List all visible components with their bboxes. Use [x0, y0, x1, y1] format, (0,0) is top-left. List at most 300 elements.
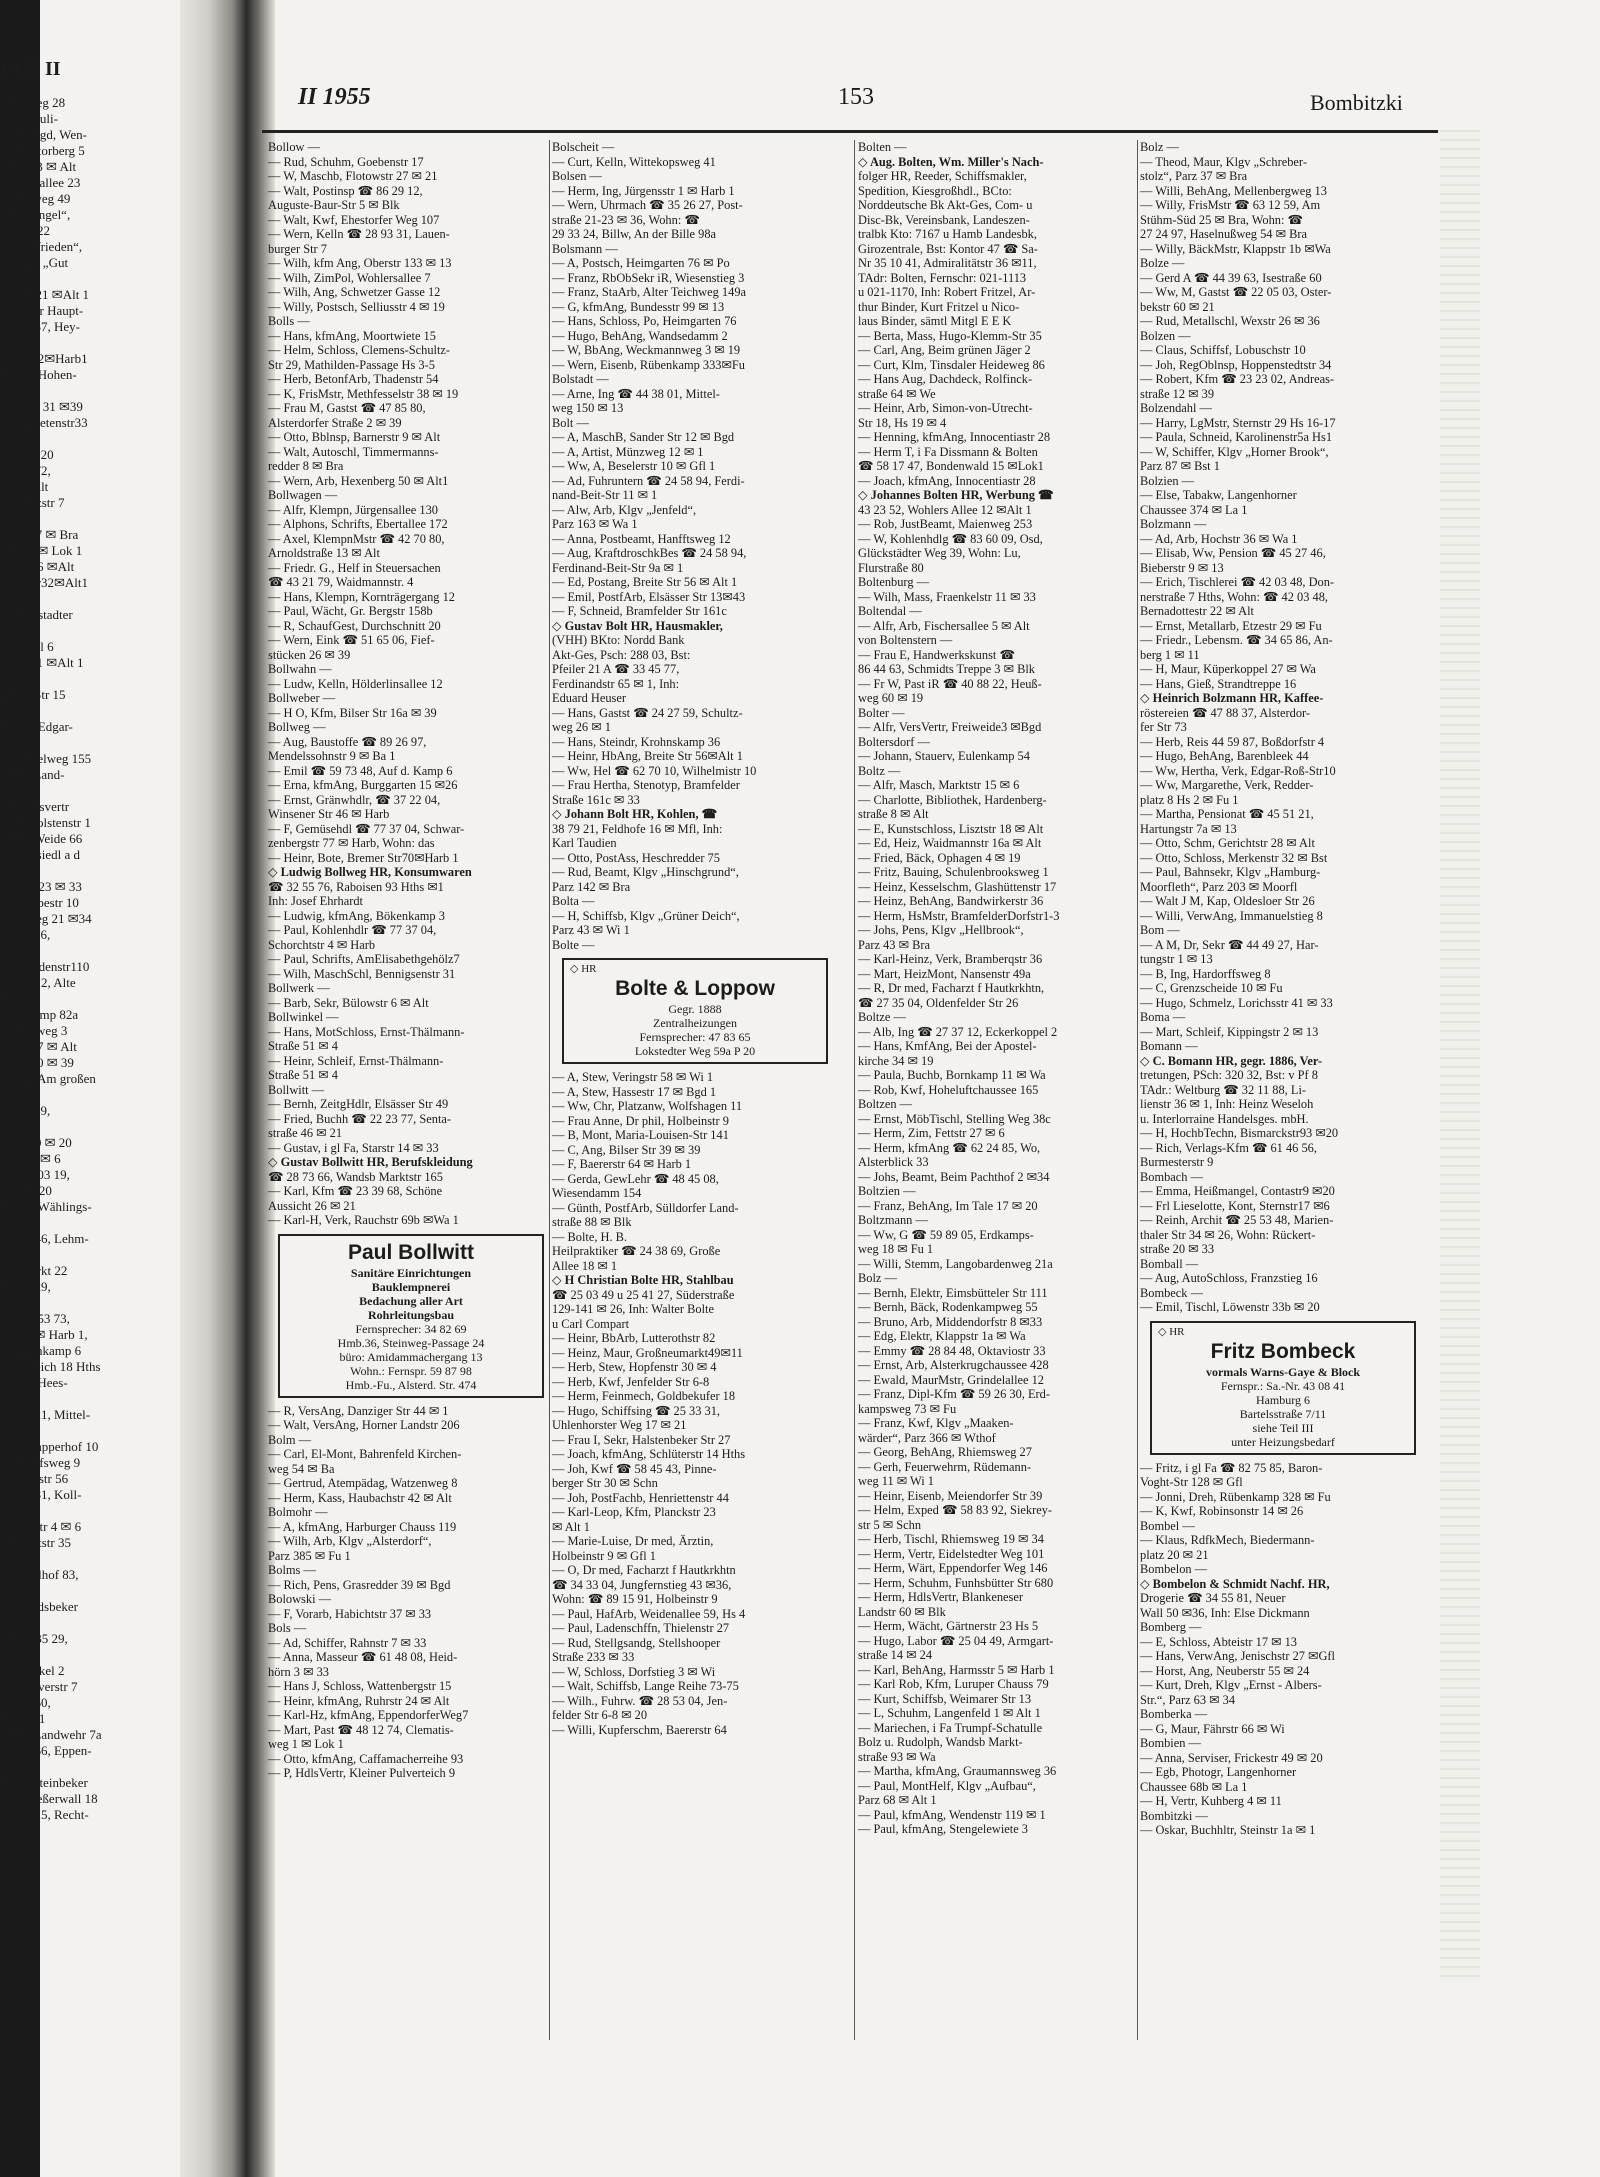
surname-heading: Bolmohr —	[268, 1505, 328, 1519]
directory-entry: — Alfr, Arb, Fischersallee 5 ✉ Alt	[858, 618, 1030, 633]
directory-entry: — R, Dr med, Facharzt f Hautkrkhtn,	[858, 981, 1045, 995]
directory-entry: Parz 142 ✉ Bra	[552, 879, 631, 894]
directory-entry: — Ww, Chr, Platzanw, Wolfshagen 11	[552, 1099, 743, 1113]
left-page-line: Po	[2, 991, 16, 1006]
directory-entry: — Ww, A, Beselerstr 10 ✉ Gfl 1	[552, 459, 716, 473]
directory-entry: Parz 43 ✉ Wi 1	[552, 923, 630, 937]
directory-entry: — Anna, Serviser, Frickestr 49 ✉ 20	[1140, 1750, 1323, 1765]
directory-entry: — Hans, Gastst ☎ 24 27 59, Schultz-	[552, 705, 743, 720]
directory-entry: — Ernst, Arb, Alsterkrugchaussee 428	[858, 1358, 1049, 1372]
scan-noise-margin	[1440, 130, 1480, 1980]
directory-entry: ◇ C. Bomann HR, gegr. 1886, Ver-	[1140, 1053, 1323, 1068]
directory-entry: — Alfr, Klempn, Jürgensallee 130	[268, 502, 438, 517]
directory-entry: ☎ 28 73 66, Wandsb Marktstr 165	[268, 1169, 443, 1184]
advertisement-box	[562, 958, 828, 1064]
directory-entry: — A, kfmAng, Harburger Chauss 119	[268, 1519, 457, 1534]
directory-entry: straße 64 ✉ We	[858, 386, 936, 401]
directory-entry: — E, Kunstschloss, Lisztstr 18 ✉ Alt	[858, 821, 1044, 836]
directory-entry: — Wern, Kelln ☎ 28 93 31, Lauen-	[268, 227, 450, 241]
directory-entry: Uhlenhorster Weg 17 ✉ 21	[552, 1418, 687, 1432]
directory-entry: — Paul, HafArb, Weidenallee 59, Hs 4	[552, 1606, 746, 1621]
directory-entry: stücken 26 ✉ 39	[268, 647, 351, 662]
directory-entry: Parz 87 ✉ Bst 1	[1140, 459, 1220, 473]
directory-entry: — A, Stew, Hassestr 17 ✉ Bgd 1	[552, 1084, 717, 1099]
directory-entry: — Emil, PostfArb, Elsässer Str 13✉43	[552, 589, 746, 604]
surname-heading: Boltersdorf —	[858, 734, 930, 749]
directory-entry: — Ad, Schiffer, Rahnstr 7 ✉ 33	[268, 1635, 427, 1650]
directory-entry: ◇ Heinrich Bolzmann HR, Kaffee-	[1140, 691, 1324, 705]
left-page-line: Grindelhof 83,	[2, 1567, 79, 1582]
left-page-line: „Kleinsiedl a d	[2, 847, 80, 862]
directory-entry: Akt-Ges, Psch: 288 03, Bst:	[552, 647, 691, 662]
advertisement-line: Bartelsstraße 7/11	[1239, 1406, 1327, 1421]
surname-heading: Boltzmann —	[858, 1213, 928, 1227]
directory-entry: — Willy, BäckMstr, Klappstr 1b ✉Wa	[1140, 241, 1331, 256]
directory-entry: Nr 35 10 41, Admiralitätstr 36 ✉11,	[858, 256, 1037, 270]
surname-heading: Bomberg —	[1140, 1620, 1202, 1634]
directory-entry: — K, FrisMstr, Methfesselstr 38 ✉ 19	[268, 386, 459, 401]
directory-entry: — Rud, Stellgsandg, Stellshooper	[552, 1635, 721, 1650]
directory-entry: — G, Maur, Fährstr 66 ✉ Wi	[1140, 1721, 1285, 1736]
directory-entry: Landstr 60 ✉ Blk	[858, 1604, 946, 1619]
directory-entry: — Wern, Eink ☎ 51 65 06, Fief-	[268, 633, 435, 647]
left-page-line: Bra	[2, 271, 21, 286]
directory-entry: ☎ 34 33 04, Jungfernstieg 43 ✉36,	[552, 1577, 732, 1592]
directory-entry: — Edg, Elektr, Klappstr 1a ✉ Wa	[858, 1329, 1026, 1343]
directory-entry: Allee 18 ✉ 1	[552, 1258, 618, 1273]
directory-entry: — Martha, Pensionat ☎ 45 51 21,	[1140, 807, 1314, 821]
directory-entry: — Helm, Exped ☎ 58 83 92, Siekrey-	[858, 1503, 1053, 1517]
directory-entry: Str 18, Hs 19 ✉ 4	[858, 415, 947, 430]
surname-heading: Bollweg —	[268, 720, 326, 734]
advertisement-box	[278, 1234, 544, 1398]
directory-entry: — Carl, Ang, Beim grünen Jäger 2	[858, 343, 1031, 357]
directory-entry: straße 46 ✉ 21	[268, 1126, 343, 1140]
surname-heading: Bolt —	[552, 415, 589, 430]
directory-entry: hörn 3 ✉ 33	[268, 1664, 329, 1679]
left-page-line: 48 07 46, Lehm-	[2, 1231, 89, 1246]
directory-entry: — Herm, Ing, Jürgensstr 1 ✉ Harb 1	[552, 183, 735, 198]
directory-entry: — Elisab, Ww, Pension ☎ 45 27 46,	[1140, 546, 1326, 560]
left-page-line: ckarb, Hees-	[2, 1375, 68, 1390]
surname-heading: Bolzien —	[1140, 473, 1195, 488]
directory-entry: — W, Schiffer, Klgv „Horner Brook“,	[1140, 444, 1329, 459]
left-page-line: str 111 ✉ 6	[2, 1151, 61, 1166]
directory-entry: — Wilh, Ang, Schwetzer Gasse 12	[268, 285, 441, 299]
directory-entry: — H, Maur, Küperkoppel 27 ✉ Wa	[1140, 662, 1316, 676]
directory-entry: weg 150 ✉ 13	[552, 401, 624, 415]
directory-entry: Chaussee 68b ✉ La 1	[1140, 1779, 1248, 1794]
directory-entry: — A, Stew, Veringstr 58 ✉ Wi 1	[552, 1070, 714, 1084]
directory-entry: — G, kfmAng, Bundesstr 99 ✉ 13	[552, 299, 725, 314]
left-page-line: ng 44, Am großen	[2, 1071, 96, 1086]
directory-entry: Drogerie ☎ 34 55 81, Neuer	[1140, 1591, 1286, 1605]
advertisement-subtitle: vormals Warns-Gaye & Block	[1205, 1364, 1361, 1379]
directory-column-2	[552, 140, 836, 1737]
surname-heading: Bollwahn —	[268, 662, 332, 676]
directory-entry: — Herb, Reis 44 59 87, Boßdorfstr 4	[1140, 734, 1325, 749]
left-page-line: destr 16 ✉Alt	[2, 559, 75, 574]
directory-entry: — Otto, Bblnsp, Barnerstr 9 ✉ Alt	[268, 430, 441, 444]
directory-entry: — Willi, VerwAng, Immanuelstieg 8	[1140, 908, 1323, 923]
directory-entry: kirche 34 ✉ 19	[858, 1053, 934, 1068]
directory-entry: — Helm, Schloss, Clemens-Schultz-	[268, 343, 451, 357]
advertisement-line: Wohn.: Fernspr. 59 87 98	[350, 1363, 472, 1378]
directory-entry: Wohn: ☎ 89 15 91, Holbeinstr 9	[552, 1592, 718, 1606]
directory-entry: weg 26 ✉ 1	[552, 720, 611, 734]
left-page-line: 5 28, Bgd, Wen-	[2, 127, 88, 142]
directory-entry: — Heinr, Bote, Bremer Str70✉Harb 1	[268, 850, 459, 865]
directory-entry: — Ed, Postang, Breite Str 56 ✉ Alt 1	[552, 575, 738, 589]
directory-entry: — F, Schneid, Bramfelder Str 161c	[552, 604, 727, 618]
left-page-line: tothestr32✉Alt1	[2, 575, 88, 590]
directory-entry: zenbergstr 77 ✉ Harb, Wohn: das	[268, 836, 435, 850]
directory-entry: — Erna, kfmAng, Burggarten 15 ✉26	[268, 778, 458, 792]
directory-entry: — Kurt, Schiffsb, Weimarer Str 13	[858, 1691, 1032, 1706]
left-page-line: iemsweg 21 ✉34	[2, 911, 92, 926]
advertisement-box	[1150, 1321, 1416, 1455]
surname-heading: Bomball —	[1140, 1256, 1199, 1271]
directory-entry: weg 60 ✉ 19	[858, 691, 924, 705]
directory-entry: — Günth, PostfArb, Sülldorfer Land-	[552, 1200, 739, 1215]
left-page-line: feldstr 23 ✉ 33	[2, 879, 82, 894]
directory-entry: Ferdinandstr 65 ✉ 1, Inh:	[552, 676, 680, 691]
directory-entry: — Paula, Schneid, Karolinenstr5a Hs1	[1140, 430, 1333, 444]
directory-entry: — Joach, kfmAng, Innocentiastr 28	[858, 473, 1036, 488]
directory-entry: berger Str 30 ✉ Schn	[552, 1476, 658, 1490]
directory-entry: — Herm, Wächt, Gärtnerstr 23 Hs 5	[858, 1619, 1039, 1633]
directory-entry: — Ww, Hertha, Verk, Edgar-Roß-Str10	[1140, 763, 1336, 778]
directory-entry: — Rud, Beamt, Klgv „Hinschgrund“,	[552, 865, 739, 879]
directory-entry: — R, VersAng, Danziger Str 44 ✉ 1	[268, 1403, 449, 1418]
directory-entry: — E, Schloss, Abteistr 17 ✉ 13	[1140, 1634, 1298, 1649]
directory-entry: lienstr 36 ✉ 1, Inh: Heinz Weseloh	[1140, 1097, 1314, 1111]
left-page-line: Luruper Haupt-	[2, 303, 84, 318]
left-page-line: isencleverstr 7	[2, 1679, 78, 1694]
directory-entry: — Hans, kfmAng, Moortwiete 15	[268, 328, 436, 343]
directory-entry: Wiesendamm 154	[552, 1186, 642, 1200]
directory-entry: — Anna, Postbeamt, Hanfftsweg 12	[552, 531, 731, 546]
directory-entry: — Arne, Ing ☎ 44 38 01, Mittel-	[552, 386, 720, 401]
directory-entry: Voght-Str 128 ✉ Gfl	[1140, 1475, 1243, 1489]
hr-mark: ◇ HR	[570, 963, 597, 975]
directory-entry: platz 8 Hs 2 ✉ Fu 1	[1140, 792, 1239, 807]
directory-entry: — Mart, Schleif, Kippingstr 2 ✉ 13	[1140, 1024, 1319, 1039]
directory-entry: — Herm, HsMstr, BramfelderDorfstr1-3	[858, 908, 1060, 923]
directory-entry: — Fritz, i gl Fa ☎ 82 75 85, Baron-	[1140, 1460, 1323, 1475]
surname-heading: Bollweber —	[268, 691, 336, 705]
directory-entry: — Gerd A ☎ 44 39 63, Isestraße 60	[1140, 270, 1322, 285]
left-page-line	[0, 623, 180, 639]
left-page-line: Hohe Land-	[2, 767, 65, 782]
left-page-line: eallee 21 ✉Alt 1	[2, 287, 90, 302]
directory-entry: — Hugo, Schmelz, Lorichsstr 41 ✉ 33	[1140, 995, 1333, 1010]
left-page-line: O, Garbestr 10	[2, 895, 79, 910]
left-page-line: ngstr 22✉Harb1	[2, 351, 88, 366]
surname-heading: Bombitzki —	[1140, 1808, 1208, 1823]
left-page-line: tstremel 6	[2, 639, 54, 654]
directory-entry: — Heinr, Arb, Simon-von-Utrecht-	[858, 401, 1033, 415]
directory-entry: Bieberstr 9 ✉ 13	[1140, 560, 1224, 575]
surname-heading: Boltendal —	[858, 604, 922, 618]
directory-entry: kampsweg 73 ✉ Fu	[858, 1401, 957, 1416]
directory-entry: — Aug, AutoSchloss, Franzstieg 16	[1140, 1271, 1318, 1285]
directory-entry: — K, Kwf, Robinsonstr 14 ✉ 26	[1140, 1504, 1304, 1518]
left-page-line: lksw, Steinbeker	[2, 1775, 88, 1790]
directory-entry: ◇ Bombelon & Schmidt Nachf. HR,	[1140, 1576, 1330, 1591]
directory-entry: ◇ Johannes Bolten HR, Werbung ☎	[858, 488, 1054, 502]
directory-entry: — Johs, Beamt, Beim Pachthof 2 ✉34	[858, 1169, 1050, 1184]
directory-entry: straße 14 ✉ 24	[858, 1648, 933, 1662]
directory-entry: — Ludw, Kelln, Hölderlinsallee 12	[268, 676, 443, 691]
left-page-line: olinenstr 4 ✉ 6	[2, 1519, 82, 1534]
directory-entry: — Anna, Masseur ☎ 61 48 08, Heid-	[268, 1650, 458, 1664]
surname-heading: Bolms —	[268, 1563, 316, 1577]
directory-entry: — Ed, Heiz, Waidmannstr 16a ✉ Alt	[858, 836, 1042, 850]
directory-entry: — Walt J M, Kap, Oldesloer Str 26	[1140, 894, 1315, 908]
left-page-line: Lo, Klapperhof 10	[2, 1439, 99, 1454]
left-page-line: Hastedtstr 35	[2, 1535, 71, 1550]
directory-entry: Heilpraktiker ☎ 24 38 69, Große	[552, 1244, 721, 1258]
directory-entry: — Alfr, VersVertr, Freiweide3 ✉Bgd	[858, 720, 1042, 734]
directory-entry: — Wilh., Fuhrw. ☎ 28 53 04, Jen-	[552, 1693, 728, 1708]
directory-entry: — Paul, Ladenschffn, Thielenstr 27	[552, 1621, 730, 1635]
directory-entry: tungstr 1 ✉ 13	[1140, 952, 1213, 966]
directory-entry: Auguste-Baur-Str 5 ✉ Blk	[268, 198, 400, 212]
left-page-line	[0, 1583, 180, 1599]
directory-entry: — Alfr, Masch, Marktstr 15 ✉ 6	[858, 778, 1020, 792]
left-page-line: ✉ 33	[2, 863, 30, 878]
hr-mark: ◇ HR	[1158, 1325, 1185, 1338]
directory-entry: ◇ Gustav Bollwitt HR, Berufskleidung	[268, 1155, 473, 1169]
directory-entry: — Wilh, ZimPol, Wohlersallee 7	[268, 270, 431, 285]
directory-entry: — Herm, Wärt, Eppendorfer Weg 146	[858, 1561, 1048, 1575]
left-page-line: Roggenkamp 6	[2, 1343, 82, 1358]
directory-entry: — Curt, Klm, Tinsdaler Heideweg 86	[858, 357, 1045, 372]
directory-entry: — Otto, Schloss, Merkenstr 32 ✉ Bst	[1140, 850, 1328, 865]
directory-entry: u. Interlorraine Handelsges. mbH.	[1140, 1111, 1309, 1126]
left-page-line	[0, 1647, 180, 1663]
directory-entry: — Franz, RbObSekr iR, Wiesenstieg 3	[552, 270, 745, 285]
directory-entry: — Franz, Kwf, Klgv „Maaken-	[858, 1416, 1014, 1430]
directory-entry: — Franz, BehAng, Im Tale 17 ✉ 20	[858, 1198, 1038, 1213]
directory-entry: — Joh, RegOblnsp, Hoppenstedtstr 34	[1140, 357, 1332, 372]
directory-entry: — Heinr, Eisenb, Meiendorfer Str 39	[858, 1488, 1043, 1503]
directory-entry: — Paula, Buchb, Bornkamp 11 ✉ Wa	[858, 1068, 1046, 1082]
advertisement-line: Fernspr.: Sa.-Nr. 43 08 41	[1220, 1378, 1346, 1393]
left-page-line	[0, 783, 180, 799]
directory-entry: Spedition, Kiesgroßhdl., BCto:	[858, 183, 1012, 198]
directory-entry: — Fr W, Past iR ☎ 40 88 22, Heuß-	[858, 676, 1042, 691]
directory-entry: str 5 ✉ Schn	[858, 1517, 922, 1532]
directory-entry: — Frau M, Gastst ☎ 47 85 80,	[268, 401, 426, 415]
directory-entry: — Gerda, GewLehr ☎ 48 45 08,	[552, 1171, 719, 1186]
advertisement-line: siehe Teil III	[1252, 1420, 1314, 1435]
directory-entry: weg 1 ✉ Lok 1	[268, 1737, 344, 1751]
directory-entry: — W, Maschb, Flotowstr 27 ✉ 21	[268, 169, 438, 183]
directory-entry: — Hugo, BehAng, Wandsedamm 2	[552, 328, 728, 343]
left-page-line: del 77 53 73,	[2, 1311, 70, 1326]
surname-heading: Bolscheit —	[552, 140, 615, 154]
directory-entry: — Frau Hertha, Stenotyp, Bramfelder	[552, 778, 740, 792]
surname-heading: Boltzen —	[858, 1097, 913, 1111]
directory-entry: — Mariechen, i Fa Trumpf-Schatulle	[858, 1720, 1043, 1735]
left-page-line: treasstr 31 ✉39	[2, 399, 83, 414]
directory-entry: — Robert, Kfm ☎ 23 23 02, Andreas-	[1140, 372, 1335, 386]
left-page-line: übenkamp 82a	[2, 1007, 79, 1022]
directory-entry: Parz 43 ✉ Bra	[858, 937, 930, 952]
directory-entry: — Emma, Heißmangel, Contastr9 ✉20	[1140, 1184, 1335, 1198]
directory-entry: — Bolte, H. B.	[552, 1229, 628, 1244]
directory-entry: — Axel, KlempnMstr ☎ 42 70 80,	[268, 531, 445, 546]
directory-entry: ◇ Johann Bolt HR, Kohlen, ☎	[552, 807, 718, 821]
directory-entry: — Willy, FrisMstr ☎ 63 12 59, Am	[1140, 198, 1321, 212]
directory-entry: straße 12 ✉ 39	[1140, 386, 1215, 401]
left-page-line: h: Doktorberg 5	[2, 143, 85, 158]
directory-entry: — Rud, Schuhm, Goebenstr 17	[268, 154, 424, 169]
directory-entry: Girozentrale, Bst: Kontor 47 ☎ Sa-	[858, 241, 1038, 256]
directory-entry: — Heinr, BbArb, Lutterothstr 82	[552, 1331, 716, 1345]
surname-heading: Bolzmann —	[1140, 517, 1207, 531]
left-page-line: Margaretenstr33	[2, 415, 88, 430]
directory-entry: Moorfleth“, Parz 203 ✉ Moorfl	[1140, 879, 1298, 894]
directory-entry: — F, Baererstr 64 ✉ Harb 1	[552, 1157, 692, 1171]
directory-entry: Parz 385 ✉ Fu 1	[268, 1548, 351, 1563]
directory-entry: weg 11 ✉ Wi 1	[858, 1474, 934, 1488]
left-page-line	[0, 1215, 180, 1231]
directory-entry: — Paul, kfmAng, Stengelewiete 3	[858, 1822, 1028, 1836]
advertisement-subtitle: Sanitäre Einrichtungen	[350, 1265, 472, 1280]
left-page-line	[0, 1503, 180, 1519]
directory-entry: ☎ 43 21 79, Waidmannstr. 4	[268, 575, 414, 589]
page-header-last-entry: Bombitzki	[1310, 90, 1403, 115]
directory-entry: — Frau Anne, Dr phil, Holbeinstr 9	[552, 1113, 729, 1128]
directory-entry: — Herm, Schuhm, Funhsbütter Str 680	[858, 1575, 1054, 1590]
left-page-line: edt 48 03 19,	[2, 1167, 70, 1182]
directory-entry: weg 18 ✉ Fu 1	[858, 1242, 934, 1256]
directory-entry: — Wilh, MaschSchl, Bennigsenstr 31	[268, 966, 456, 981]
left-page-line: s, Klgv „Gut	[2, 255, 69, 270]
left-page-line: allee 23 ✉ Alt	[2, 159, 77, 174]
directory-entry: — Alphons, Schrifts, Ebertallee 172	[268, 517, 448, 531]
left-page-header: 1955 II	[0, 58, 61, 80]
directory-entry: — Ernst, Gränwhdlr, ☎ 37 22 04,	[268, 792, 441, 807]
directory-entry: — Herb, Stew, Hopfenstr 30 ✉ 4	[552, 1360, 717, 1374]
directory-entry: — Curt, Kelln, Wittekopsweg 41	[552, 154, 716, 169]
surname-heading: Bolze —	[1140, 256, 1185, 270]
directory-entry: — Hans, VerwAng, Jenischstr 27 ✉Gfl	[1140, 1649, 1335, 1663]
directory-entry: 38 79 21, Feldhofe 16 ✉ Mfl, Inh:	[552, 821, 723, 836]
directory-entry: Disc-Bk, Vereinsbank, Landeszen-	[858, 212, 1030, 227]
directory-entry: u 021-1170, Inh: Robert Fritzel, Ar-	[858, 285, 1036, 299]
surname-heading: Bolz —	[858, 1271, 897, 1285]
left-page-line: 45 03 37, Hey-	[2, 319, 80, 334]
directory-entry: — H, Vertr, Kuhberg 4 ✉ 11	[1140, 1794, 1282, 1808]
directory-entry: — Marie-Luise, Dr med, Ärztin,	[552, 1534, 714, 1548]
directory-entry: — Paul, Wächt, Gr. Bergstr 158b	[268, 604, 433, 618]
left-page-line: elr 89 35 29,	[2, 1631, 68, 1646]
directory-entry: — Harry, LgMstr, Sternstr 29 Hs 16-17	[1140, 415, 1336, 430]
directory-entry: ☎ 25 03 49 u 25 41 27, Süderstraße	[552, 1287, 735, 1302]
left-page-line: pener Str 15	[2, 687, 66, 702]
directory-entry: — Ewald, MaurMstr, Grindelallee 12	[858, 1372, 1045, 1387]
advertisement-subtitle: Rohrleitungsbau	[367, 1307, 455, 1322]
directory-entry: — Johann, Stauerv, Eulenkamp 54	[858, 749, 1030, 763]
surname-heading: Bomberka —	[1140, 1707, 1208, 1721]
directory-entry: — Walt, VersAng, Horner Landstr 206	[268, 1418, 460, 1432]
left-page-line: 28 13 15, Recht-	[2, 1807, 89, 1822]
surname-heading: Bomann —	[1140, 1039, 1198, 1053]
directory-entry: — Paul, kfmAng, Wendenstr 119 ✉ 1	[858, 1807, 1046, 1822]
directory-entry: — Karl-Heinz, Verk, Bramberqstr 36	[858, 952, 1043, 966]
directory-entry: — Martha, kfmAng, Graumannsweg 36	[858, 1764, 1057, 1778]
directory-entry: — Gertrud, Atempädag, Watzenweg 8	[268, 1476, 458, 1490]
surname-heading: Boltenburg —	[858, 575, 930, 589]
advertisement-line: Hamburg 6	[1255, 1392, 1311, 1407]
directory-entry: — Mart, HeizMont, Nansenstr 49a	[858, 966, 1031, 981]
left-page-line: 84 37, Hohen-	[2, 367, 77, 382]
left-page-lines	[0, 95, 180, 1823]
surname-heading: Bollow —	[268, 140, 320, 154]
directory-entry: — Herm T, i Fa Dissmann & Bolten	[858, 444, 1038, 459]
directory-entry: Alsterdorfer Straße 2 ✉ 39	[268, 415, 402, 430]
directory-entry: — Egb, Photogr, Langenhorner	[1140, 1765, 1297, 1779]
directory-entry: — Paul, Bahnsekr, Klgv „Hamburg-	[1140, 865, 1321, 879]
directory-entry: — Horst, Ang, Neuberstr 55 ✉ 24	[1140, 1663, 1310, 1678]
directory-entry: — Walt, Kwf, Ehestorfer Weg 107	[268, 212, 440, 227]
surname-heading: Bols —	[268, 1621, 307, 1635]
directory-entry: — B, Mont, Maria-Louisen-Str 141	[552, 1128, 729, 1142]
advertisement-subtitle: Bedachung aller Art	[359, 1293, 463, 1308]
left-page-line: mer Deich 18 Hths	[2, 1359, 101, 1374]
directory-entry: — Heinr, HbAng, Breite Str 56✉Alt 1	[552, 749, 743, 763]
directory-entry: nerstraße 7 Hths, Wohn: ☎ 42 03 48,	[1140, 589, 1329, 604]
left-page-line: Schlettstadter	[2, 607, 73, 622]
column-divider	[854, 140, 855, 2040]
directory-entry: — Ww, G ☎ 59 89 05, Erdkamps-	[858, 1227, 1034, 1242]
directory-entry: — Hugo, BehAng, Barenbleek 44	[1140, 749, 1309, 763]
directory-entry: Ferdinand-Beit-Str 9a ✉ 1	[552, 560, 684, 575]
directory-entry: felder Str 6-8 ✉ 20	[552, 1708, 648, 1722]
left-page-line: Hohe Landwehr 7a	[2, 1727, 102, 1742]
left-page-line	[0, 703, 180, 719]
directory-entry: Arnoldstraße 13 ✉ Alt	[268, 546, 380, 560]
left-page-line: 0	[2, 335, 9, 350]
surname-heading: Bolsen —	[552, 169, 602, 183]
directory-entry: Straße 161c ✉ 33	[552, 792, 640, 807]
directory-entry: Parz 68 ✉ Alt 1	[858, 1793, 937, 1807]
directory-entry: weg 54 ✉ Ba	[268, 1461, 335, 1476]
directory-entry: — Kurt, Dreh, Klgv „Ernst - Albers-	[1140, 1678, 1322, 1692]
directory-entry: — Ernst, Metallarb, Etzestr 29 ✉ Fu	[1140, 618, 1322, 633]
directory-entry: — Hans J, Schloss, Wattenbergstr 15	[268, 1679, 452, 1693]
directory-entry: redder 8 ✉ Bra	[268, 459, 344, 473]
left-page-line	[0, 1391, 180, 1407]
left-page-line: ✉ Wa	[2, 1119, 33, 1134]
left-page-line: 81 ✉ 21	[2, 1711, 46, 1726]
directory-entry: — Willy, Postsch, Selliusstr 4 ✉ 19	[268, 299, 445, 314]
directory-entry: — Joach, kfmAng, Schlüterstr 14 Hths	[552, 1447, 746, 1461]
directory-entry: — Emmy ☎ 28 84 48, Oktaviostr 33	[858, 1343, 1046, 1358]
directory-entry: — Klaus, RdfkMech, Biedermann-	[1140, 1533, 1315, 1547]
directory-column-1	[268, 140, 552, 1781]
directory-entry: — Willi, Kupferschm, Baererstr 64	[552, 1722, 727, 1737]
directory-entry: — Joh, PostFachb, Henriettenstr 44	[552, 1490, 729, 1505]
directory-entry: — Ww, Margarethe, Verk, Redder-	[1140, 778, 1314, 792]
directory-entry: Inh: Josef Ehrhardt	[268, 894, 363, 908]
directory-entry: — Willi, Stemm, Langobardenweg 21a	[858, 1256, 1053, 1271]
directory-entry: — Bruno, Arb, Middendorfstr 8 ✉33	[858, 1314, 1043, 1329]
